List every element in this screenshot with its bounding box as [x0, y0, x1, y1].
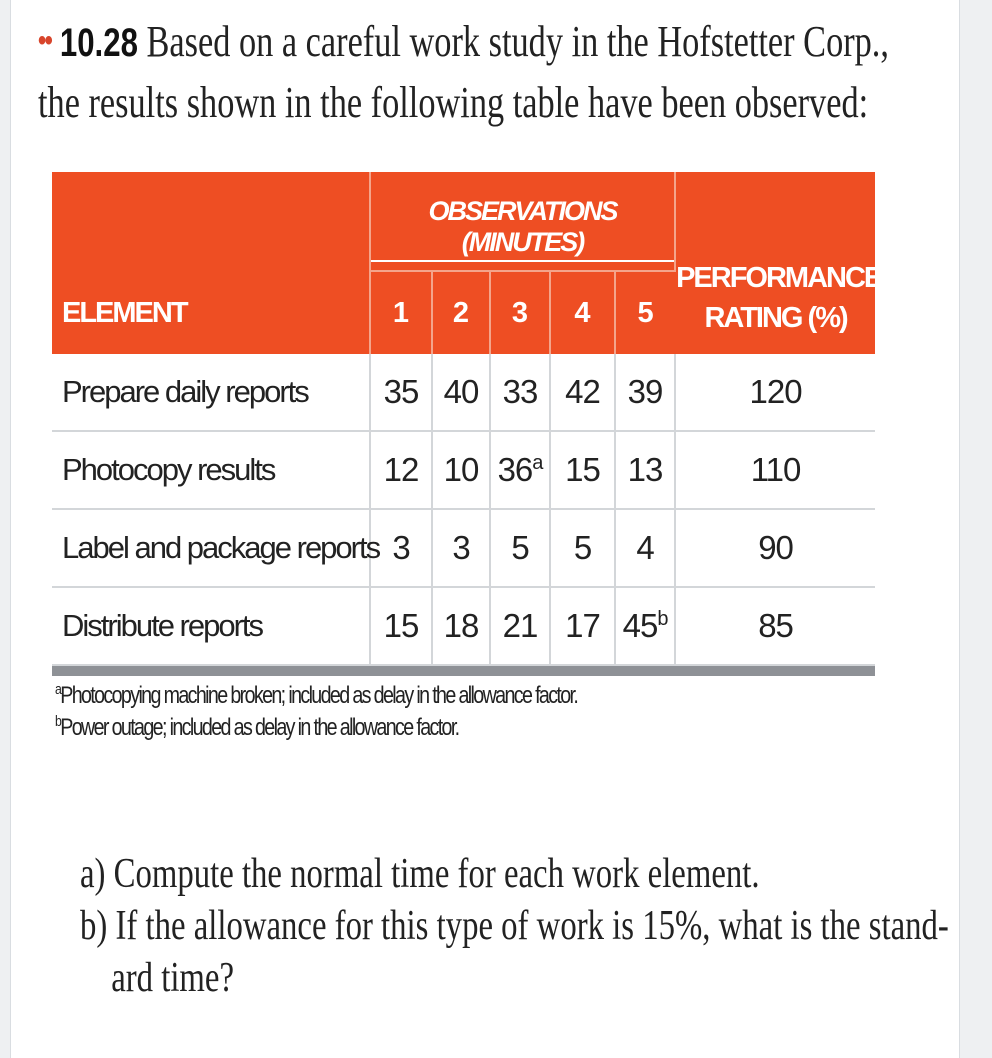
observation-value: 36$^a$	[490, 431, 550, 509]
observation-value: 39	[615, 354, 675, 431]
observation-value: 3	[432, 509, 490, 587]
observation-value: 33	[490, 354, 550, 431]
performance-header: PERFORMANCE RATING (%)	[676, 262, 882, 334]
observation-value: 21	[490, 587, 550, 665]
question-b: b) If the allowance for this type of work is 15%, what is the stand-	[80, 903, 949, 949]
obs-col-5: 5	[637, 296, 654, 329]
observation-value: 17	[550, 587, 615, 665]
observation-value: 15	[370, 587, 432, 665]
observation-value: 5	[550, 509, 615, 587]
difficulty-dots-icon: ••	[38, 24, 52, 57]
table-bottom-rule	[52, 665, 875, 676]
table-row	[52, 354, 875, 431]
table-row	[52, 431, 875, 509]
performance-rating: 110	[675, 431, 875, 509]
footnote-b: $^b$Power outage; included as delay in the allowance factor.	[55, 713, 459, 741]
element-name: Prepare daily reports	[52, 354, 370, 431]
performance-rating: 120	[675, 354, 875, 431]
observation-value: 5	[490, 509, 550, 587]
observation-value: 45$^b$	[615, 587, 675, 665]
footnote-mark-b: b	[657, 608, 668, 630]
problem-text-2: the results shown in the following table have been observed:	[38, 78, 869, 127]
element-name: Distribute reports	[52, 587, 370, 665]
performance-rating: 85	[675, 587, 875, 665]
questions	[80, 848, 949, 1004]
problem-number: 10.28	[59, 21, 138, 65]
observation-value: 3	[370, 509, 432, 587]
obs-col-4: 4	[550, 271, 615, 354]
observation-value: 35	[370, 354, 432, 431]
obs-col-3: 3	[490, 271, 550, 354]
element-name: Photocopy results	[52, 431, 370, 509]
observation-value: 18	[432, 587, 490, 665]
observation-value: 4	[615, 509, 675, 587]
problem-statement	[38, 14, 889, 131]
obs-col-2: 2	[432, 271, 490, 354]
observations-table	[52, 172, 882, 676]
observation-value: 12	[370, 431, 432, 509]
footnote-a: $^a$Photocopying machine broken; included as delay in the allowance factor.	[55, 681, 578, 709]
observation-value: 15	[550, 431, 615, 509]
observations-header: OBSERVATIONS (MINUTES)	[370, 172, 675, 271]
footnotes	[55, 680, 793, 744]
observation-value: 10	[432, 431, 490, 509]
question-b-continued: ard time?	[111, 955, 234, 1001]
right-gutter	[968, 0, 992, 1058]
observation-value: 40	[432, 354, 490, 431]
footnote-mark-a: a	[532, 452, 543, 474]
table-row	[52, 509, 875, 587]
table-row	[52, 587, 875, 665]
observation-value: 13	[615, 431, 675, 509]
problem-text-1: Based on a careful work study in the Hofstetter Corp.,	[146, 17, 889, 66]
observation-value: 42	[550, 354, 615, 431]
element-name: Label and package reports	[52, 509, 370, 587]
problem-line-1	[38, 14, 889, 75]
obs-col-1: 1	[370, 271, 432, 354]
performance-rating: 90	[675, 509, 875, 587]
element-header: ELEMENT	[52, 172, 370, 354]
question-a: a) Compute the normal time for each work element.	[80, 851, 760, 897]
